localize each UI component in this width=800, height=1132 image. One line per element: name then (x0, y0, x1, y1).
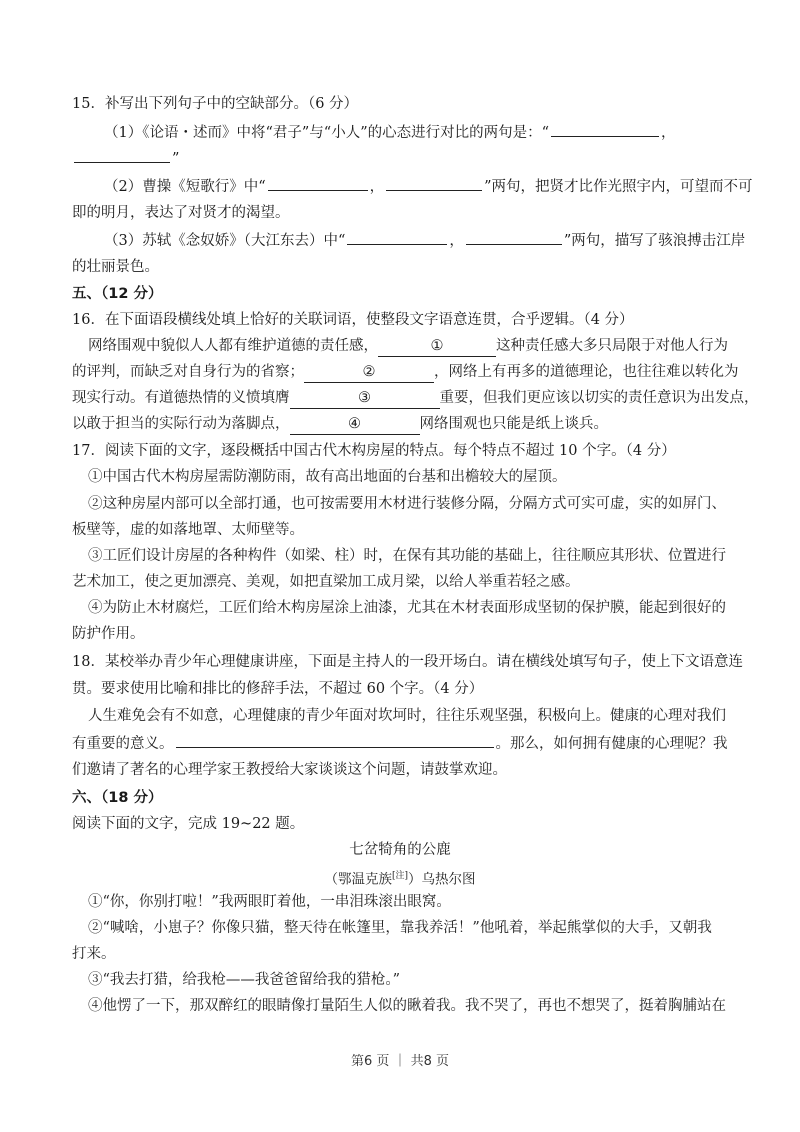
q18-answer-blank[interactable] (176, 733, 494, 748)
q16-line-3 (72, 388, 759, 409)
q18-l2-text: 有重要的意义。 (72, 736, 174, 752)
q15-s3-comma: ， (449, 233, 464, 249)
section-6-intro: 阅读下面的文字，完成 19~22 题。 (72, 816, 305, 832)
q15-s3-cont: 的壮丽景色。 (72, 259, 159, 275)
story-author (0, 866, 800, 890)
q15-title: 15．补写出下列句子中的空缺部分。（6 分） (72, 96, 359, 112)
q15-sentence-2 (104, 176, 753, 197)
q16-blank-4[interactable]: ④ (290, 414, 420, 435)
story-paragraph-2: ②“喊啥，小崽子？你像只猫，整天待在帐篷里，靠我养活！”他吼着，举起熊掌似的大手，又朝我 (88, 920, 712, 936)
q17-line-5: 艺术加工，使之更加漂亮、美观，如把直梁加工成月梁，以给人举重若轻之感。 (72, 574, 580, 590)
q18-l2-rest: 。那么，如何拥有健康的心理呢？我 (495, 736, 728, 752)
q17-title: 17．阅读下面的文字，逐段概括中国古代木构房屋的特点。每个特点不超过 10 个字。（4 分） (72, 443, 676, 459)
story-author-name: ）乌热尔图 (408, 871, 476, 888)
q17-line-6: ④为防止木材腐烂，工匠们给木构房屋涂上油漆，尤其在木材表面形成坚韧的保护膜，能起到很好的 (88, 600, 726, 616)
q16-p3-rest: 重要，但我们更应该以切实的责任意识为出发点， (439, 390, 759, 406)
section-5-heading: 五、（12 分） (72, 286, 163, 302)
story-paragraph-4: ④他愣了一下，那双醉红的眼睛像打量陌生人似的瞅着我。我不哭了，再也不想哭了，挺着胸脯站在 (88, 998, 726, 1014)
q17-line-3: 板壁等，虚的如落地罩、太师壁等。 (72, 522, 304, 538)
q17-line-4: ③工匠们设计房屋的各种构件（如梁、柱）时，在保有其功能的基础上，往往顺应其形状、位置进行 (88, 548, 726, 564)
section-6-heading: 六、（18 分） (72, 790, 163, 806)
q15-sentence-3 (104, 230, 745, 251)
q18-title-cont: 贯。要求使用比喻和排比的修辞手法，不超过 60 个字。（4 分） (72, 681, 484, 697)
q16-p3-text: 现实行动。有道德热情的义愤填膺 (72, 390, 290, 406)
q15-s2-comma: ， (369, 179, 385, 195)
q15-s1-text: （1）《论语・述而》中将“君子”与“小人”的心态进行对比的两句是：“ (104, 125, 550, 141)
q15-s1-comma: ， (661, 125, 676, 141)
q15-blank-5[interactable] (347, 230, 447, 245)
story-paragraph-1: ①“你，你别打啦！”我两眼盯着他，一串泪珠滚出眼窝。 (88, 894, 451, 910)
q15-s2-text: （2）曹操《短歌行》中“ (104, 179, 266, 195)
q16-line-4 (72, 414, 608, 435)
q15-sentence-1-cont (72, 148, 179, 169)
q15-s3-rest: ”两句，描写了骇浪搏击江岸 (563, 233, 746, 249)
q18-line-2 (72, 733, 728, 754)
story-author-note: [注] (391, 871, 409, 881)
q16-p4-rest: 网络围观也只能是纸上谈兵。 (419, 416, 608, 432)
q17-line-7: 防护作用。 (72, 626, 145, 642)
q18-line-3: 们邀请了著名的心理学家王教授给大家谈谈这个问题，请鼓掌欢迎。 (72, 762, 507, 778)
q15-blank-2[interactable] (74, 148, 170, 163)
q15-s2-rest: ”两句，把贤才比作光照宇内，可望而不可 (484, 179, 753, 195)
q17-line-2: ②这种房屋内部可以全部打通，也可按需要用木材进行装修分隔，分隔方式可实可虚，实的如屏门、 (88, 496, 726, 512)
q15-s1-close: ” (172, 151, 180, 167)
story-author-ethnicity: （鄂温克族 (324, 871, 392, 888)
q15-blank-4[interactable] (386, 176, 482, 191)
q16-line-1 (88, 336, 728, 357)
q15-blank-3[interactable] (268, 176, 368, 191)
q16-p4-text: 以敢于担当的实际行动为落脚点， (72, 416, 290, 432)
q18-line-1: 人生难免会有不如意，心理健康的青少年面对坎坷时，往往乐观坚强，积极向上。健康的心理对我们 (88, 708, 726, 724)
q18-title: 18．某校举办青少年心理健康讲座，下面是主持人的一段开场白。请在横线处填写句子，使上下文语意连 (72, 654, 743, 670)
story-paragraph-2-cont: 打来。 (72, 946, 116, 962)
q16-p1-text: 网络围观中貌似人人都有维护道德的责任感， (88, 338, 378, 354)
q15-sentence-1 (104, 122, 676, 143)
q16-blank-1[interactable]: ① (378, 336, 496, 357)
q16-blank-3[interactable]: ③ (290, 388, 440, 409)
q17-line-1: ①中国古代木构房屋需防潮防雨，故有高出地面的台基和出檐较大的屋顶。 (88, 469, 567, 485)
q16-p2-text: 的评判，而缺乏对自身行为的省察； (72, 364, 304, 380)
q16-p1-rest: 这种责任感大多只局限于对他人行为 (496, 338, 728, 354)
story-paragraph-3: ③“我去打猎，给我枪——我爸爸留给我的猎枪。” (88, 972, 401, 988)
q16-line-2 (72, 362, 739, 383)
q15-blank-6[interactable] (466, 230, 562, 245)
q16-title: 16．在下面语段横线处填上恰好的关联词语，使整段文字语意连贯，合乎逻辑。（4 分） (72, 312, 634, 328)
q16-blank-2[interactable]: ② (304, 362, 434, 383)
q16-p2-rest: ，网络上有再多的道德理论，也往往难以转化为 (434, 364, 739, 380)
page-footer: 第6 页 ｜ 共8 页 (350, 1054, 450, 1069)
q15-blank-1[interactable] (551, 122, 659, 137)
q15-s2-cont: 即的明月，表达了对贤才的渴望。 (72, 205, 290, 221)
q15-s3-text: （3）苏轼《念奴娇》（大江东去）中“ (104, 233, 346, 249)
story-title: 七岔犄角的公鹿 (349, 842, 451, 858)
